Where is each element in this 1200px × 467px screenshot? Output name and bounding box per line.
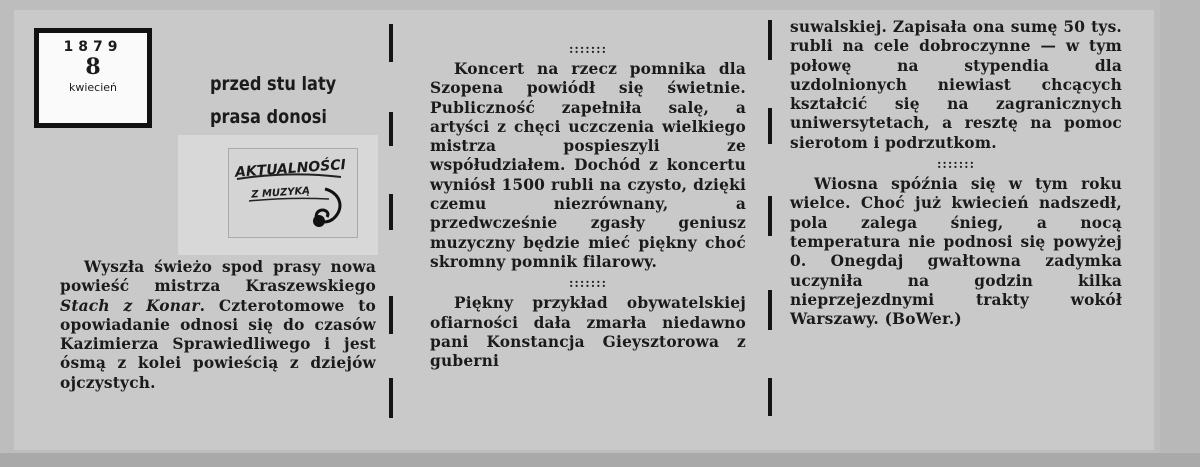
page-bottom-edge xyxy=(0,453,1200,467)
separator: ::::::: xyxy=(568,42,607,56)
separator: ::::::: xyxy=(568,276,607,291)
heading-line-2: prasa donosi xyxy=(210,106,327,128)
column-rule xyxy=(389,296,393,334)
column-rule xyxy=(768,290,772,330)
section-heading xyxy=(210,68,346,134)
column-rule xyxy=(389,194,393,230)
article-kraszewski: Wyszła świeżo spod prasy nowa powieść mistrza Kraszewskiego Stach z Konar. Czterotomowe to opowiadanie odnosi się do czasów Kazimierza Sprawiedliwego i jest ósmą z kolei powieścią z dziejów ojczystych. xyxy=(60,258,376,392)
article-gieysztorowa: Piękny przykład obywatelskiej ofiarności dała zmarła niedawno pani Konstancja Gieysztorowa z guberni xyxy=(430,294,746,371)
column-rule xyxy=(768,196,772,236)
article-spring: Wiosna spóźnia się w tym roku wielce. Choć już kwiecień nadszedł, pola zalega śnieg, a nocą temperatura nie podnosi się powyżej 0. Onegdaj gwałtowna zadymka uczyniła na godzin kilka nieprzejezdnymi trakty wokół Warszawy. (BoWer.) xyxy=(790,175,1122,329)
column-rule xyxy=(768,108,772,144)
book-title: Stach z Konar xyxy=(60,296,200,315)
column-rule xyxy=(768,378,772,416)
date-month: kwiecień xyxy=(68,81,118,94)
article-chopin-concert: Koncert na rzecz pomnika dla Szopena powiódł się świetnie. Publiczność zapełniła salę, a artyści z chęci uczczenia wielkiego mistrza pospieszyli ze współudziałem. Dochód z koncertu wyniósł 1500 rubli na czysto, dzięki czemu niezrównany, a przedwcześnie zgasły geniusz muzyczny będzie mieć piękny choć skromny pomnik filarowy. xyxy=(430,60,746,271)
date-day: 8 xyxy=(85,54,101,80)
date-year: 1879 xyxy=(63,39,123,55)
column-1 xyxy=(60,258,376,393)
aktualnosci-logo xyxy=(228,148,358,238)
column-rule xyxy=(389,24,393,62)
column-2 xyxy=(430,38,746,371)
column-rule xyxy=(389,378,393,418)
logo-text-2: Z MUZYKĄ xyxy=(250,185,311,201)
article-gieysztorowa-cont: suwalskiej. Zapisała ona sumę 50 tys. rubli na cele dobroczynne — w tym połowę na stypendia dla uzdolnionych niewiast chcących kształcić się na zagranicznych uniwersytetach, a resztę na pomoc sierotom i podrzutkom. xyxy=(790,18,1122,152)
heading-line-1: przed stu laty xyxy=(210,73,337,95)
page-edge-shadow xyxy=(1160,0,1200,467)
date-box xyxy=(34,28,152,128)
column-rule xyxy=(389,112,393,146)
column-3 xyxy=(790,18,1122,329)
logo-text-1: AKTUALNOŚCI xyxy=(234,157,347,181)
column-rule xyxy=(768,20,772,60)
separator: ::::::: xyxy=(936,157,975,172)
signature: (BoWer.) xyxy=(884,310,962,329)
